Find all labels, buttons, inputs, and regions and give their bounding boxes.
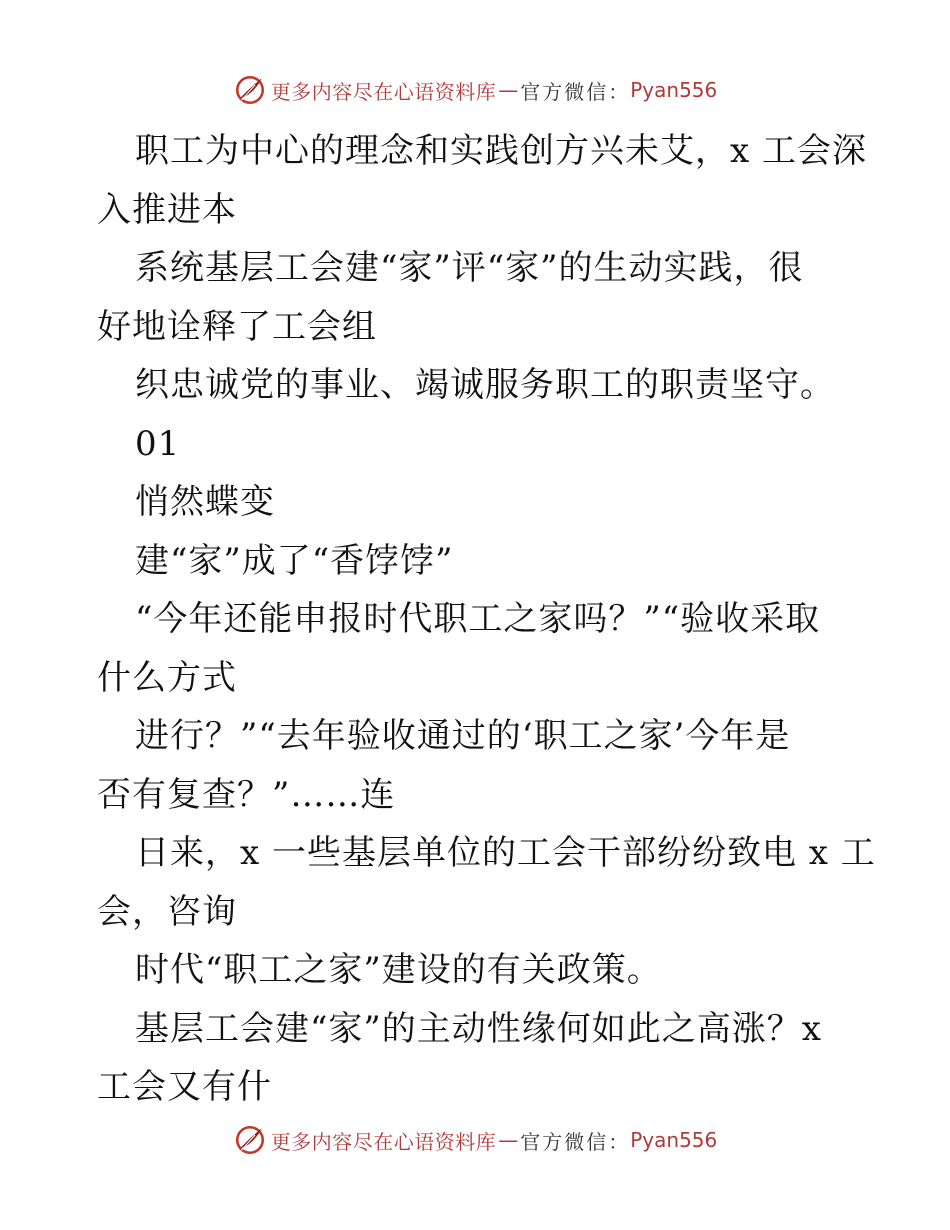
watermark-wechat-id: Pyan556 [630,78,718,102]
watermark-official-text: 官方微信： [520,1129,631,1154]
watermark-site-text: 更多内容尽在心语资料库 [270,79,497,104]
text-line: 时代“职工之家”建设的有关政策。 [135,950,662,990]
watermark-dash: — [498,1128,519,1152]
footer-watermark [0,1120,950,1160]
text-line: 会，咨询 [97,891,237,932]
header-watermark [0,70,950,110]
feather-logo-icon [233,1123,267,1157]
text-line: 否有复查？”……连 [97,774,396,815]
document-body [97,122,876,1117]
text-line: 什么方式 [97,657,237,698]
text-line: 好地诠释了工会组 [97,306,377,347]
text-line: 织忠诚党的事业、竭诚服务职工的职责坚守。 [135,365,835,405]
text-line: 基层工会建“家”的主动性缘何如此之高涨？x [135,1008,822,1049]
watermark-official-text: 官方微信： [520,79,631,104]
watermark-wechat-id: Pyan556 [630,1128,718,1152]
text-line: 01 [135,423,181,464]
text-line: 系统基层工会建“家”评“家”的生动实践，很 [135,248,804,288]
watermark-dash: — [498,78,519,102]
feather-logo-icon [233,73,267,107]
text-line: “今年还能申报时代职工之家吗？”“验收采取 [135,599,821,639]
text-line: 职工为中心的理念和实践创方兴未艾，x 工会深 [135,131,867,171]
text-line: 悄然蝶变 [135,482,275,522]
text-line: 建“家”成了“香饽饽” [135,540,454,581]
text-line: 入推进本 [97,189,237,230]
text-line: 日来，x 一些基层单位的工会干部纷纷致电 x 工 [135,833,876,873]
text-line: 进行？”“去年验收通过的‘职工之家’今年是 [135,716,791,756]
watermark-site-text: 更多内容尽在心语资料库 [270,1129,497,1154]
text-line: 工会又有什 [97,1067,272,1107]
